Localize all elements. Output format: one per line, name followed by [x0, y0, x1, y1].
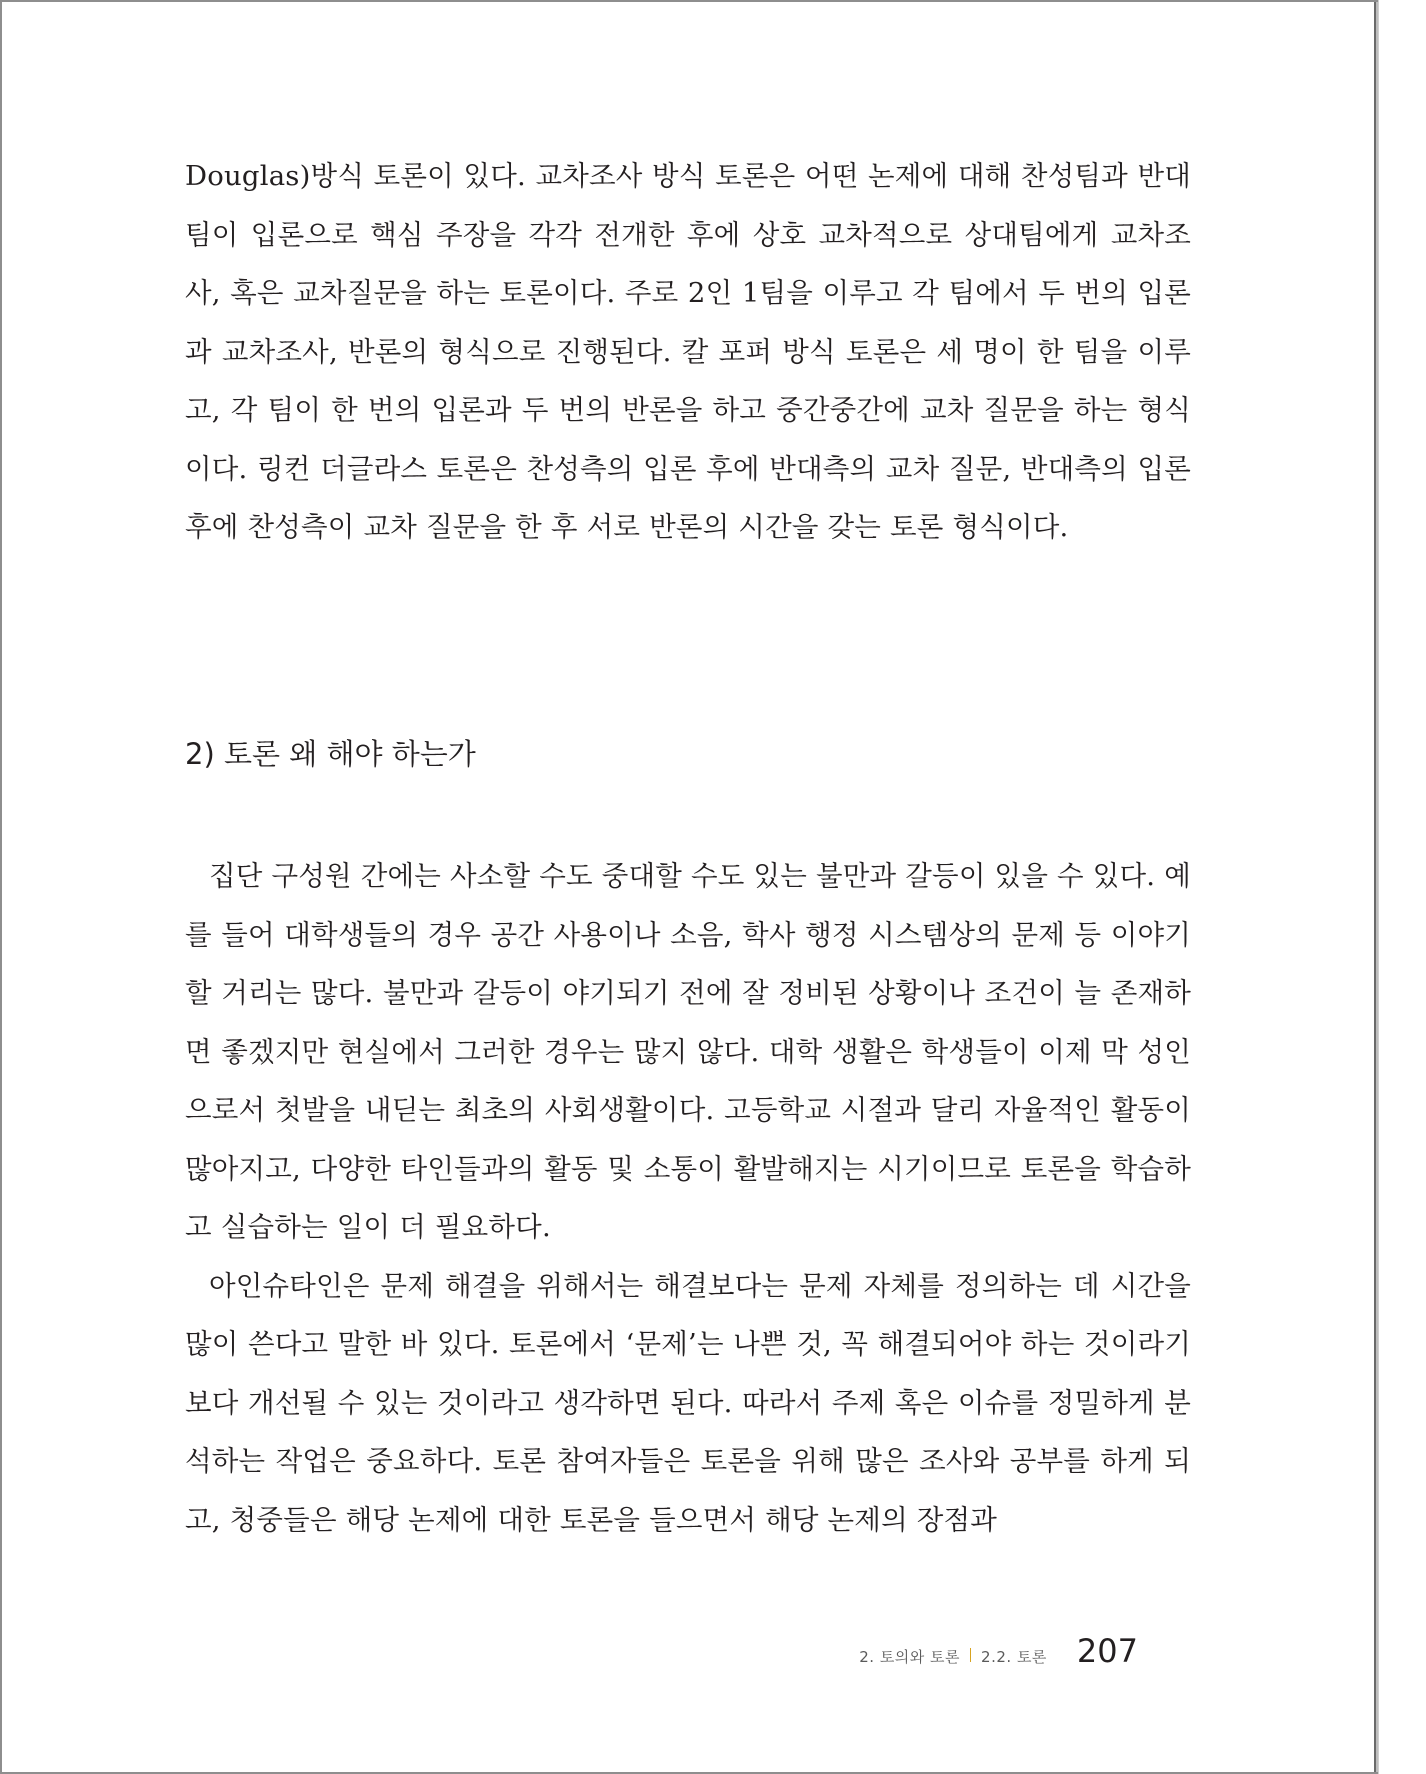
book-page — [2, 2, 1376, 1772]
body-paragraph: Douglas)방식 토론이 있다. 교차조사 방식 토론은 어떤 논제에 대해 찬성팀과 반대팀이 입론으로 핵심 주장을 각각 전개한 후에 상호 교차적으로 상대팀에게 교차조사, 혹은 교차질문을 하는 토론이다. 주로 2인 1팀을 이루고 각 팀에서 두 번의 입론과 교차조사, 반론의 형식으로 진행된다. 칼 포퍼 방식 토론은 세 명이 한 팀을 이루고, 각 팀이 한 번의 입론과 두 번의 반론을 하고 중간중간에 교차 질문을 하는 형식이다. 링컨 더글라스 토론은 찬성측의 입론 후에 반대측의 교차 질문, 반대측의 입론 후에 찬성측이 교차 질문을 한 후 서로 반론의 시간을 갖는 토론 형식이다. — [185, 160, 1191, 543]
footer-section: 2.2. 토론 — [981, 1648, 1047, 1666]
body-paragraph: 아인슈타인은 문제 해결을 위해서는 해결보다는 문제 자체를 정의하는 데 시간을 많이 쓴다고 말한 바 있다. 토론에서 ‘문제’는 나쁜 것, 꼭 해결되어야 하는 것이라기보다 개선될 수 있는 것이라고 생각하면 된다. 따라서 주제 혹은 이슈를 정밀하게 분석하는 작업은 중요하다. 토론 참여자들은 토론을 위해 많은 조사와 공부를 하게 되고, 청중들은 해당 논제에 대한 토론을 들으면서 해당 논제의 장점과 — [185, 1269, 1191, 1536]
body-paragraph: 집단 구성원 간에는 사소할 수도 중대할 수도 있는 불만과 갈등이 있을 수 있다. 예를 들어 대학생들의 경우 공간 사용이나 소음, 학사 행정 시스템상의 문제 등 이야기할 거리는 많다. 불만과 갈등이 야기되기 전에 잘 정비된 상황이나 조건이 늘 존재하면 좋겠지만 현실에서 그러한 경우는 많지 않다. 대학 생활은 학생들이 이제 막 성인으로서 첫발을 내딛는 최초의 사회생활이다. 고등학교 시절과 달리 자율적인 활동이 많아지고, 다양한 타인들과의 활동 및 소통이 활발해지는 시기이므로 토론을 학습하고 실습하는 일이 더 필요하다. — [185, 860, 1191, 1243]
continued-paragraph-block — [185, 147, 1191, 557]
section-body — [185, 847, 1191, 1549]
page-footer — [859, 1632, 1138, 1670]
next-page-edge — [1378, 0, 1426, 1774]
footer-chapter: 2. 토의와 토론 — [859, 1648, 961, 1666]
section-heading: 2) 토론 왜 해야 하는가 — [185, 737, 476, 771]
page-number: 207 — [1076, 1632, 1138, 1670]
footer-separator — [970, 1648, 971, 1662]
